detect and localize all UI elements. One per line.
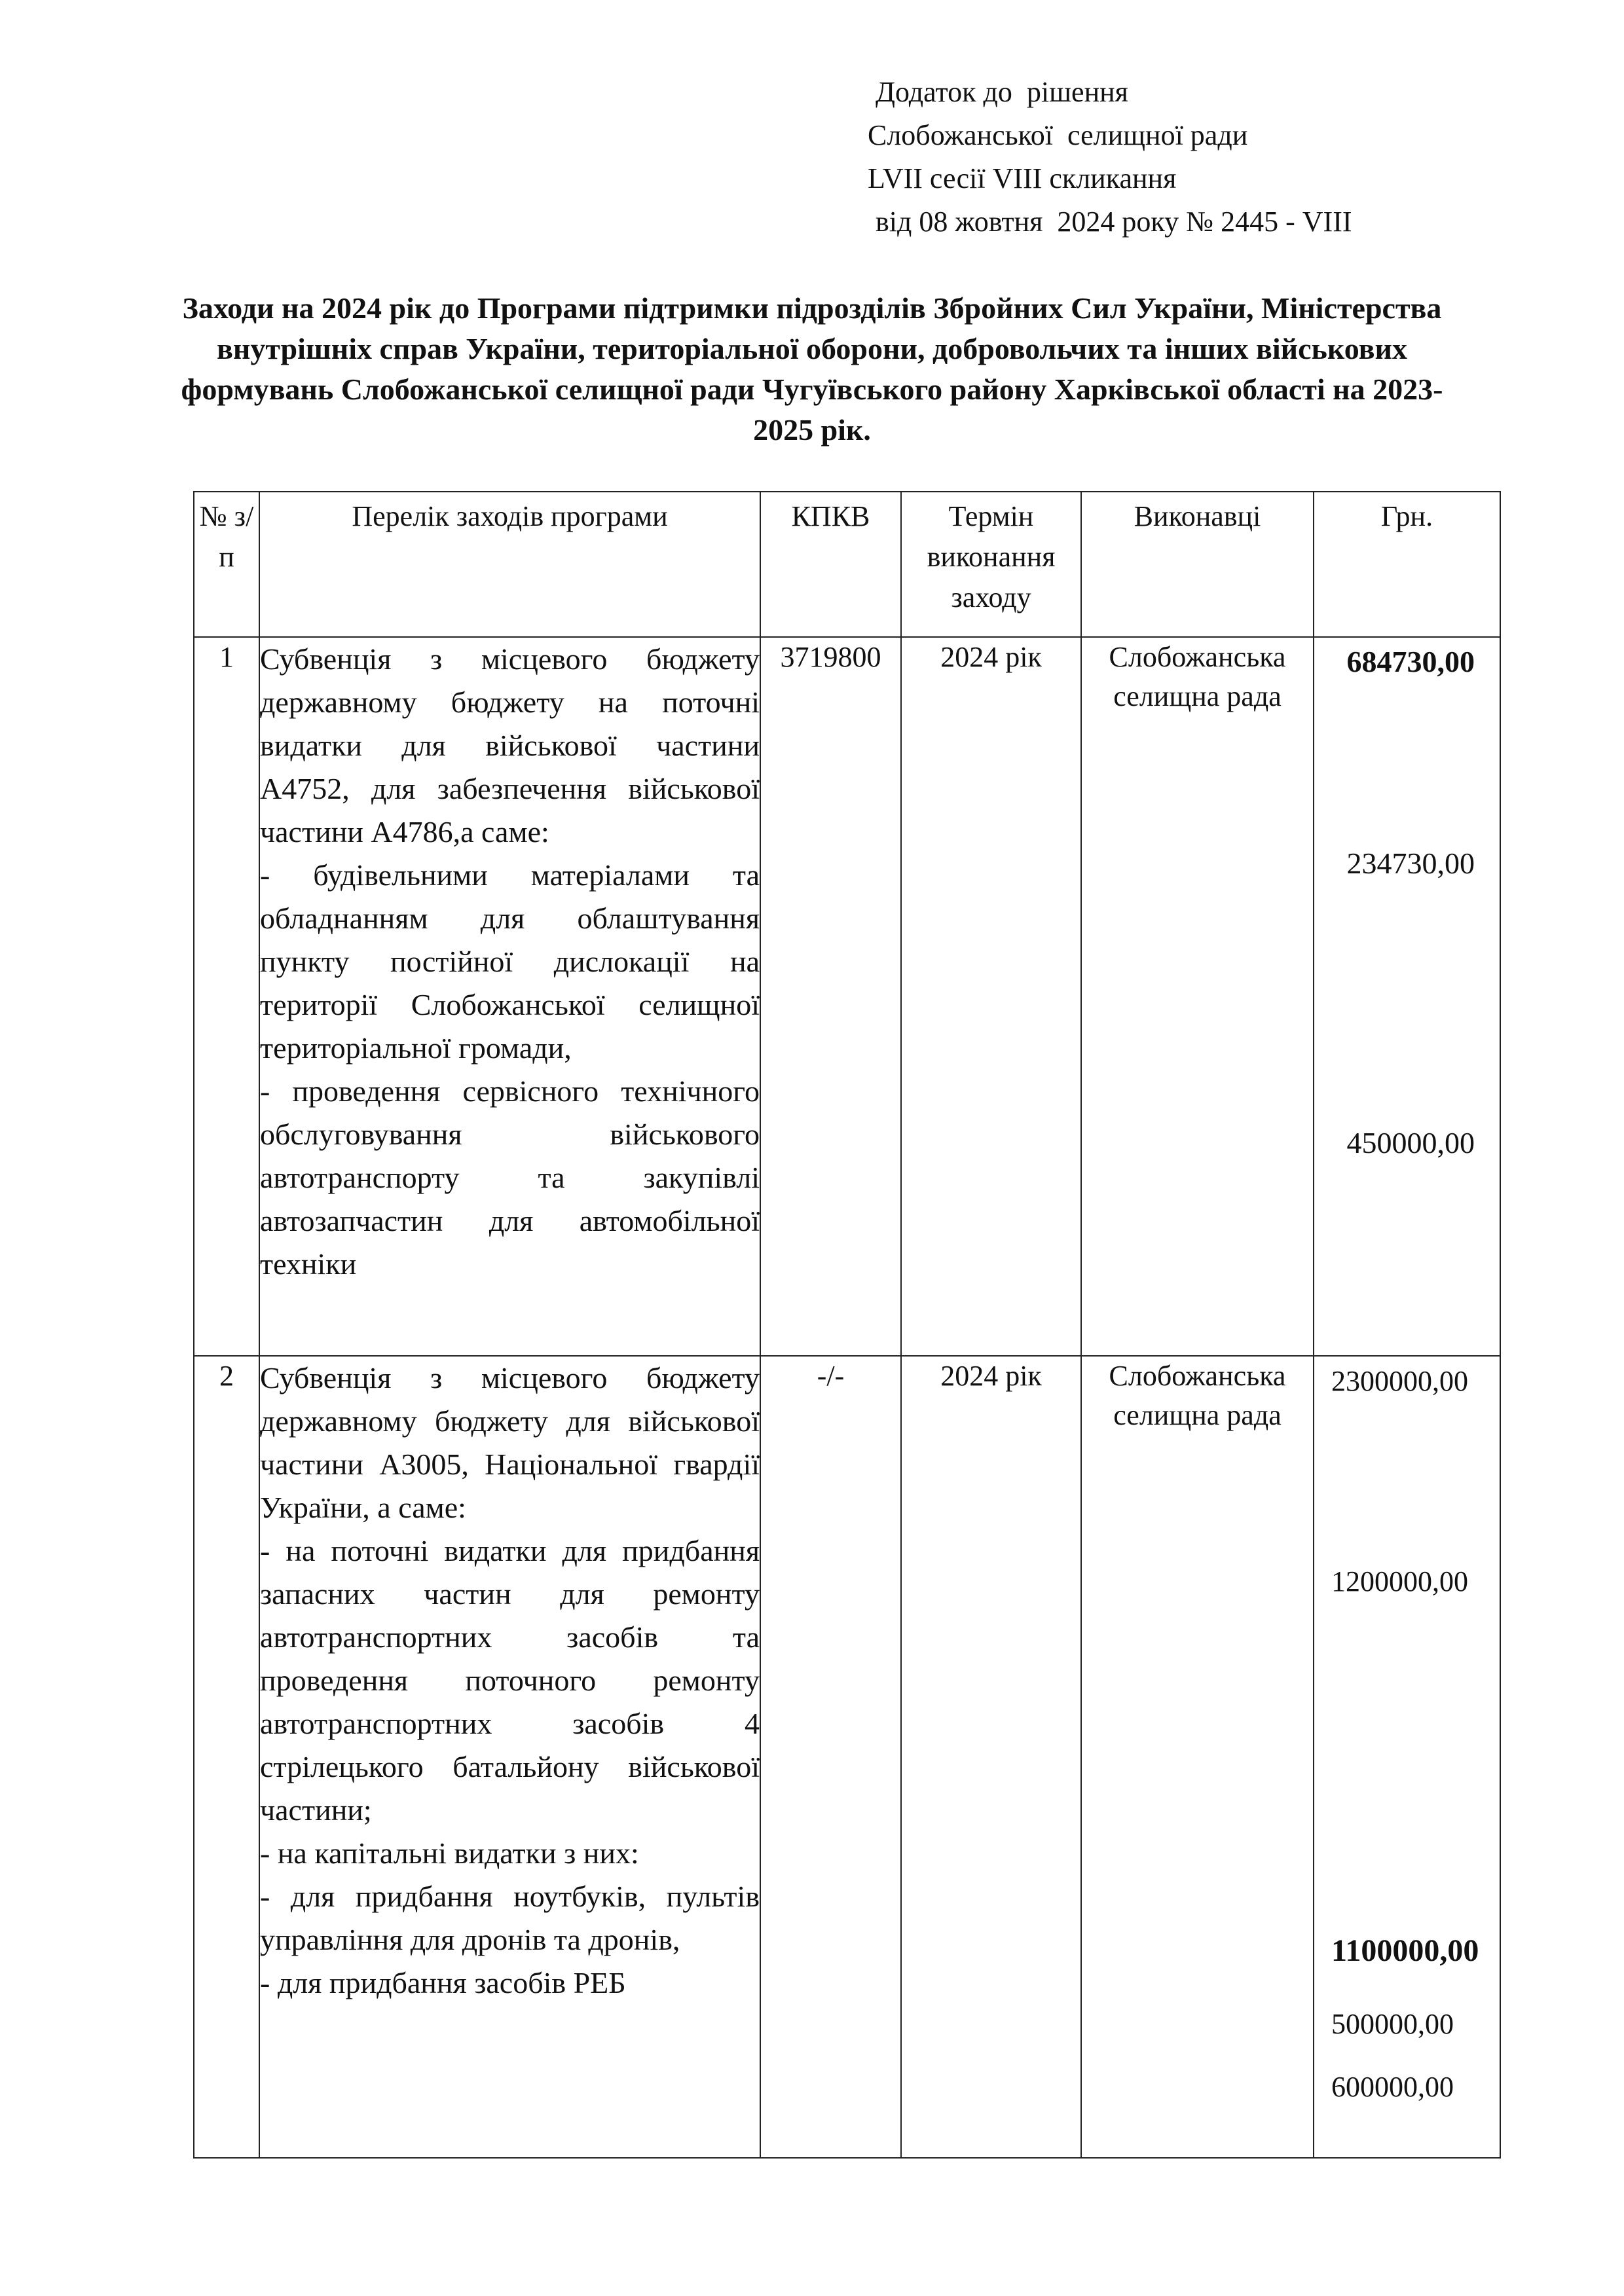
amount-item: 234730,00 [1346,847,1475,880]
header-line-decision-date: від 08 жовтня 2024 року № 2445 - VIII [876,206,1352,238]
table-header-row [194,492,1500,637]
header-measures-list: Перелік заходів програми [259,492,760,637]
header-number: № з/п [194,492,259,637]
amount-item: 600000,00 [1331,2071,1454,2103]
row-kpkv: 3719800 [760,637,901,1356]
row-amounts [1314,637,1500,1356]
row-item: - для придбання ноутбуків, пультів управління для дронів та дронів, [260,1880,760,1956]
row-term: 2024 рік [901,1356,1081,2158]
row-kpkv: -/- [760,1356,901,2158]
header-term: Термін виконання заходу [901,492,1081,637]
row-intro: Субвенція з місцевого бюджету державному бюджету для військової частини А3005, Національної гвардії України, а саме: [260,1361,760,1524]
header-uah: Грн. [1314,492,1500,637]
header-line-council: Слобожанської селищної ради [868,119,1248,151]
row-intro: Субвенція з місцевого бюджету державному бюджету на поточні видатки для військової частини А4752, для забезпечення військової частини А4786,а саме: [260,642,760,848]
row-number: 2 [194,1356,259,2158]
row-executor: Слобожанська селищна рада [1081,1356,1314,2158]
row-item: - будівельними матеріалами та обладнанням для облаштування пункту постійної дислокації на території Слобожанської селищної територіальної громади, [260,858,760,1065]
amount-total: 2300000,00 [1331,1365,1468,1397]
row-description [259,1356,760,2158]
table-row [194,1356,1500,2158]
row-item: - на поточні видатки для придбання запасних частин для ремонту автотранспортних засобів та проведення поточного ремонту автотранспортних засобів 4 стрілецького батальйону військової частини; [260,1534,760,1827]
document-title: Заходи на 2024 рік до Програми підтримки підрозділів Збройних Сил України, Міністерства внутрішніх справ України, територіальної оборони, добровольчих та інших військових формувань Слобожанської селищної ради Чугуївського району Харківської області на 2023-2025 рік. [181,291,1443,446]
amount-total: 684730,00 [1346,645,1475,678]
row-item: - проведення сервісного технічного обслуговування військового автотранспорту та закупівлі автозапчастин для автомобільної техніки [260,1074,760,1281]
measures-table [193,491,1501,2159]
document-header [868,71,1352,244]
table-row [194,637,1500,1356]
header-executors: Виконавці [1081,492,1314,637]
header-line-session: LVII сесії VIII скликання [868,162,1177,194]
row-amounts [1314,1356,1500,2158]
row-item: - на капітальні видатки з них: [260,1836,639,1870]
amount-item: 500000,00 [1331,2008,1454,2040]
row-description [259,637,760,1356]
row-executor: Слобожанська селищна рада [1081,637,1314,1356]
header-kpkv: КПКВ [760,492,901,637]
row-item: - для придбання засобів РЕБ [260,1966,626,1999]
amount-subtotal: 1100000,00 [1331,1933,1479,1968]
row-term: 2024 рік [901,637,1081,1356]
row-number: 1 [194,637,259,1356]
amount-item: 450000,00 [1346,1126,1475,1159]
amount-item: 1200000,00 [1331,1565,1468,1597]
header-line-appendix: Додаток до рішення [876,76,1128,108]
